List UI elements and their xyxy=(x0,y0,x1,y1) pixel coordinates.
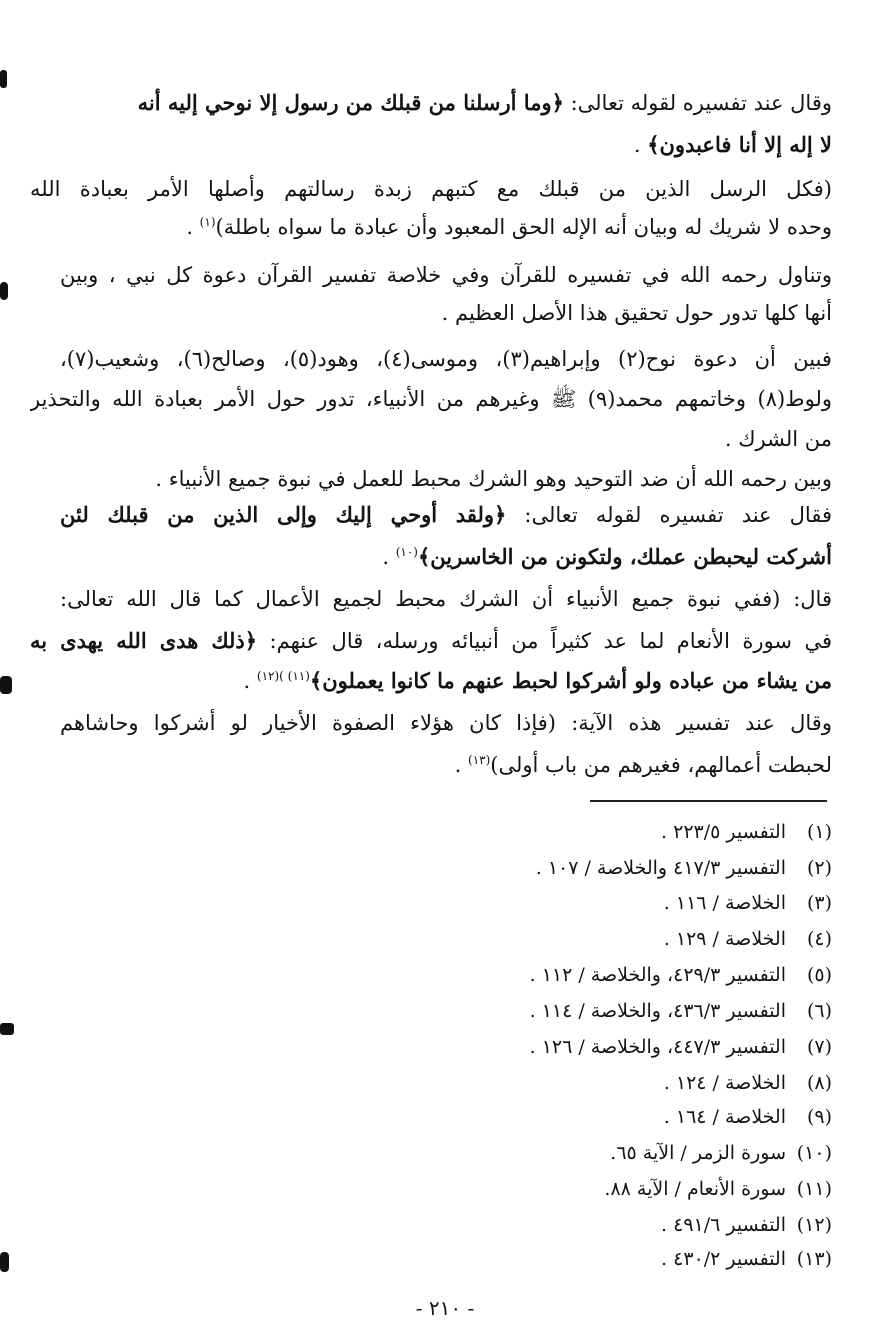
footnote-item xyxy=(132,852,832,884)
body-line-10 xyxy=(60,460,832,498)
footnote-number: (١١) xyxy=(796,1178,832,1200)
quran-verse: من يشاء من عباده ولو أشركوا لحبط عنهم ما كانوا يعملون﴾ xyxy=(309,668,832,693)
page-number: - ٢١٠ - xyxy=(415,1296,475,1320)
footnote-text: التفسير ٤٣٠/٢ . xyxy=(661,1248,786,1270)
body-line-7 xyxy=(60,340,832,378)
body-text: في سورة الأنعام لما عد كثيراً من أنبيائه ورسله، قال عنهم: xyxy=(257,629,832,653)
footnote-number: (٨) xyxy=(806,1072,832,1094)
footnote-text: التفسير ٤٢٩/٣، والخلاصة / ١١٢ . xyxy=(529,964,786,986)
footnote-number: (٤) xyxy=(806,928,832,950)
footnote-number: (٦) xyxy=(806,1000,832,1022)
body-text: وقال عند تفسيره لقوله تعالى: xyxy=(563,91,832,115)
body-line-13 xyxy=(60,580,832,618)
body-line-17 xyxy=(30,746,832,784)
body-text: لحبطت أعمالهم، فغيرهم من باب أولى) xyxy=(490,753,832,777)
body-text: وقال عند تفسير هذه الآية: (فإذا كان هؤلاء الصفوة الأخيار لو أشركوا وحاشاهم xyxy=(60,711,832,735)
footnote-number: (٥) xyxy=(806,964,832,986)
body-text: . xyxy=(186,215,200,239)
body-text: وحده لا شريك له وبيان أنه الإله الحق المعبود وأن عبادة ما سواه باطلة) xyxy=(215,215,832,239)
body-line-14 xyxy=(30,622,832,660)
scan-edge-mark xyxy=(0,282,8,300)
body-text: فبين أن دعوة نوح(٢) وإبراهيم(٣)، وموسى(٤)، وهود(٥)، وصالح(٦)، وشعيب(٧)، xyxy=(60,347,832,371)
quran-verse: ﴿ولقد أوحي إليك وإلى الذين من قبلك لئن xyxy=(60,502,507,527)
body-line-16 xyxy=(60,704,832,742)
quran-verse: ﴿ذلك هدى الله يهدى به xyxy=(30,628,258,653)
body-text: من الشرك . xyxy=(724,427,832,451)
scan-edge-mark xyxy=(0,1023,14,1035)
footnote-number: (٣) xyxy=(806,892,832,914)
body-text: (فكل الرسل الذين من قبلك مع كتبهم زبدة رسالتهم وأصلها الأمر بعبادة الله xyxy=(30,177,832,201)
footnote-number: (١٣) xyxy=(796,1248,832,1270)
body-text: وبين رحمه الله أن ضد التوحيد وهو الشرك محبط للعمل في نبوة جميع الأنبياء . xyxy=(155,467,832,491)
quran-verse: ﴿وما أرسلنا من قبلك من رسول إلا نوحي إليه أنه xyxy=(137,90,564,115)
footnote-number: (٧) xyxy=(806,1036,832,1058)
footnote-item xyxy=(132,1101,832,1133)
body-text: وتناول رحمه الله في تفسيره للقرآن وفي خلاصة تفسير القرآن دعوة كل نبي ، وبين xyxy=(60,263,832,287)
body-line-1 xyxy=(60,84,832,122)
body-line-15 xyxy=(30,662,832,700)
quran-verse: أشركت ليحبطن عملك، ولتكونن من الخاسرين﴾ xyxy=(417,544,832,569)
footnote-item xyxy=(132,1243,832,1275)
footnote-text: الخلاصة / ١٦٤ . xyxy=(663,1106,786,1128)
footnote-text: الخلاصة / ١٢٤ . xyxy=(663,1072,786,1094)
body-line-2 xyxy=(30,126,832,164)
body-line-3 xyxy=(30,170,832,208)
footnote-item xyxy=(132,1209,832,1241)
footnote-text: التفسير ٢٢٣/٥ . xyxy=(661,821,786,843)
footnote-item xyxy=(132,1137,832,1169)
body-line-5 xyxy=(60,256,832,294)
body-text: . xyxy=(382,545,396,569)
footnote-number: (١٠) xyxy=(796,1142,832,1164)
footnote-item xyxy=(132,959,832,991)
body-line-12 xyxy=(30,538,832,576)
body-text: قال: (ففي نبوة جميع الأنبياء أن الشرك محبط لجميع الأعمال كما قال الله تعالى: xyxy=(60,587,832,611)
footnote-text: التفسير ٤٤٧/٣، والخلاصة / ١٢٦ . xyxy=(529,1036,786,1058)
body-text: أنها كلها تدور حول تحقيق هذا الأصل العظيم . xyxy=(441,301,832,325)
quran-verse: لا إله إلا أنا فاعبدون﴾ xyxy=(647,132,832,157)
footnote-text: الخلاصة / ١١٦ . xyxy=(663,892,786,914)
footnote-text: التفسير ٤٣٦/٣، والخلاصة / ١١٤ . xyxy=(529,1000,786,1022)
footnote-ref: (١٣) xyxy=(468,753,491,767)
body-text: . xyxy=(454,753,469,777)
footnote-ref: (١٠) xyxy=(395,545,418,559)
body-text: فقال عند تفسيره لقوله تعالى: xyxy=(506,503,832,527)
body-line-4 xyxy=(30,208,832,246)
footnote-number: (٢) xyxy=(806,857,832,879)
footnote-text: سورة الأنعام / الآية ٨٨. xyxy=(604,1178,786,1200)
scan-edge-mark xyxy=(0,676,12,694)
footnote-item xyxy=(132,995,832,1027)
body-text: . xyxy=(243,669,257,693)
body-text: ولوط(٨) وخاتمهم محمد(٩) ﷺ وغيرهم من الأنبياء، تدور حول الأمر بعبادة الله والتحذير xyxy=(30,387,832,411)
body-line-11 xyxy=(60,496,832,534)
footnote-ref: (١) xyxy=(199,215,216,229)
footnote-text: التفسير ٤٩١/٦ . xyxy=(661,1214,786,1236)
footnote-number: (١) xyxy=(806,821,832,843)
footnote-item xyxy=(132,923,832,955)
footnote-ref: (١١) )(١٢) xyxy=(256,669,310,683)
body-line-6 xyxy=(30,294,832,332)
footnote-number: (٩) xyxy=(806,1106,832,1128)
body-line-9 xyxy=(30,420,832,458)
footnote-text: التفسير ٤١٧/٣ والخلاصة / ١٠٧ . xyxy=(535,857,786,879)
scan-edge-mark xyxy=(0,1252,9,1272)
footnote-text: الخلاصة / ١٢٩ . xyxy=(663,928,786,950)
footnote-item xyxy=(132,1173,832,1205)
footnote-number: (١٢) xyxy=(796,1214,832,1236)
footnote-separator xyxy=(590,800,827,802)
footnote-item xyxy=(132,1031,832,1063)
body-line-8 xyxy=(30,380,832,418)
scan-edge-mark xyxy=(0,70,7,88)
footnote-item xyxy=(132,887,832,919)
footnote-text: سورة الزمر / الآية ٦٥. xyxy=(610,1142,786,1164)
footnote-item xyxy=(132,1067,832,1099)
body-text: . xyxy=(633,133,648,157)
footnote-item xyxy=(132,816,832,848)
